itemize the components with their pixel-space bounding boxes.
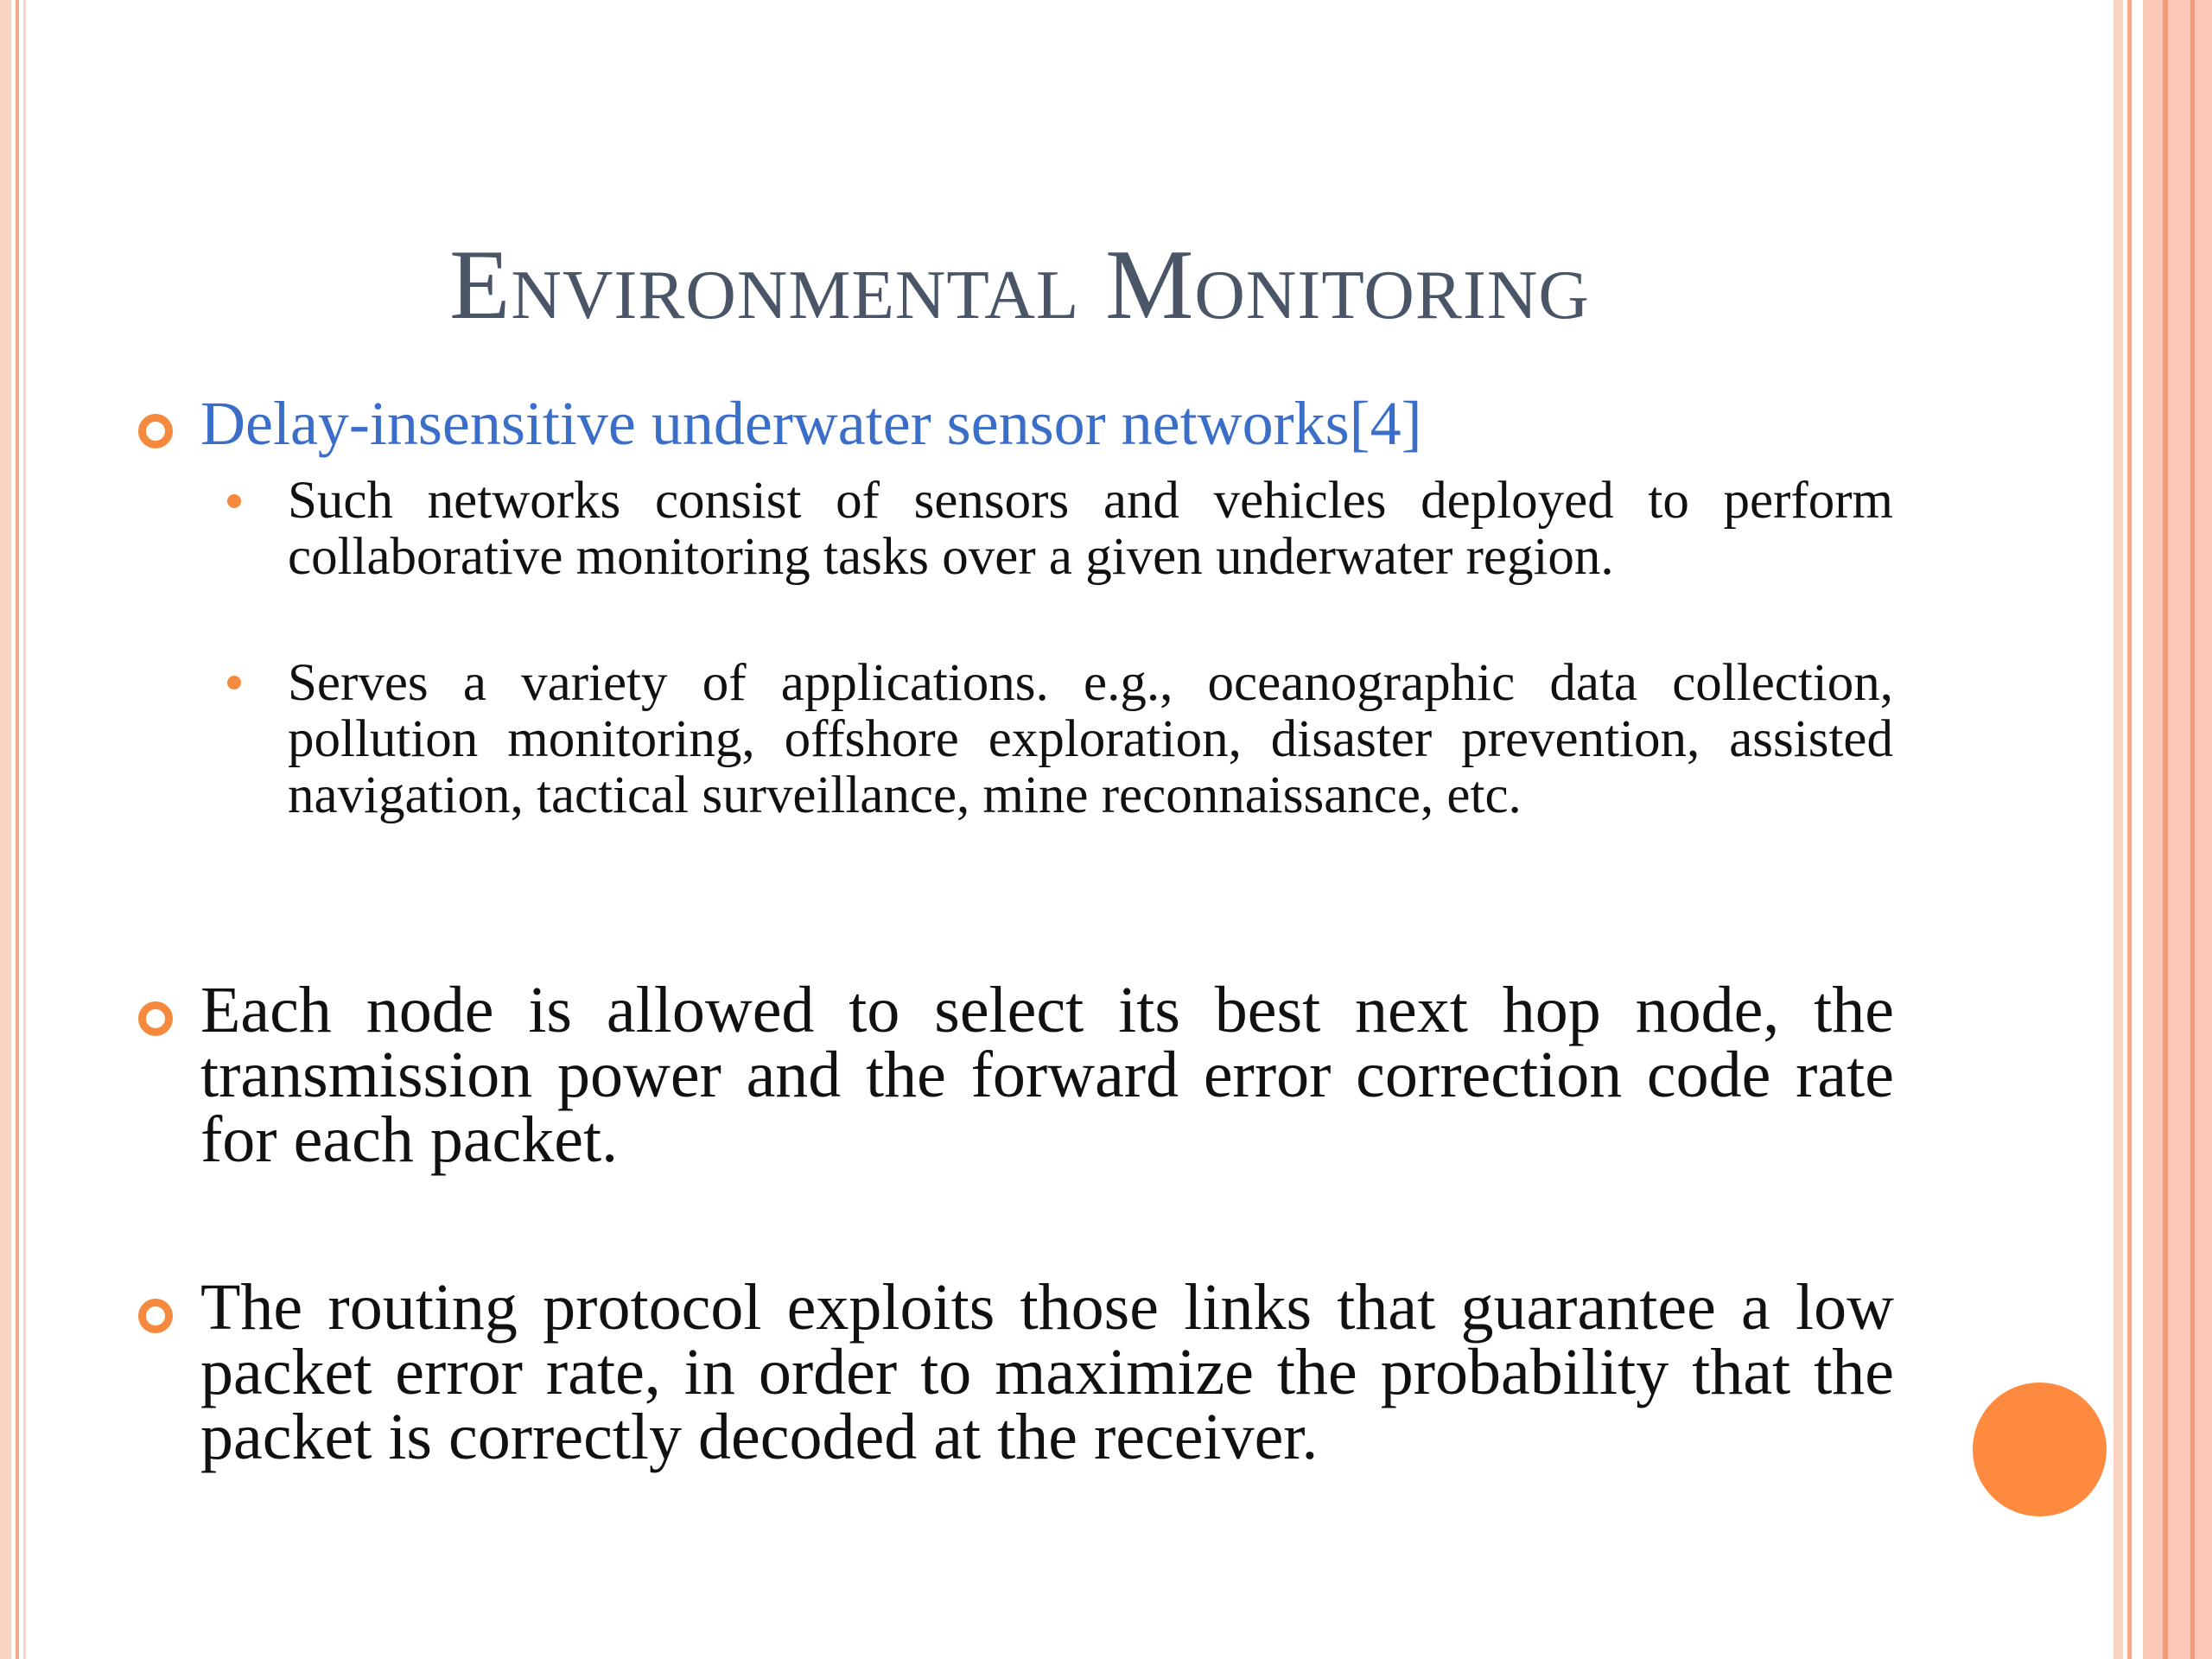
bullet-text: Each node is allowed to select its best next hop node, the transmission power and the forward error correction code rate for each packet. [200, 974, 1894, 1176]
bullet-ring-icon [138, 414, 173, 448]
bullet-text: The routing protocol exploits those links that guarantee a low packet error rate, in order to maximize the probability that the packet is correctly decoded at the receiver. [200, 1271, 1894, 1473]
right-border-gap [2136, 0, 2143, 1659]
left-border-line-thin [23, 0, 26, 1659]
left-border-line [16, 0, 19, 1659]
bullet-text: Delay-insensitive underwater sensor networks[4] [200, 389, 1422, 458]
right-border-band [2113, 0, 2123, 1659]
left-border-band [0, 0, 11, 1659]
right-border-stripe [2190, 0, 2195, 1659]
sub-bullet-text: Such networks consist of sensors and vehicles deployed to perform collaborative monitoring tasks over a given underwater region. [288, 472, 1893, 586]
bullet-ring-icon [138, 1299, 173, 1333]
sub-bullet-text: Serves a variety of applications. e.g., oceanographic data collection, pollution monitoring, offshore exploration, disaster prevention, assisted navigation, tactical surveillance, mine reconnaissance, etc. [288, 654, 1893, 824]
right-border-stripe [2163, 0, 2168, 1659]
bullet-ring-icon [138, 1001, 173, 1036]
sub-bullet-dot-icon [227, 494, 241, 508]
sub-bullet-dot-icon [227, 676, 241, 690]
right-border-line [2127, 0, 2132, 1659]
slide-title: Environmental Monitoring [449, 230, 1590, 340]
right-border-panel [2143, 0, 2212, 1659]
decorative-circle [1973, 1382, 2107, 1516]
